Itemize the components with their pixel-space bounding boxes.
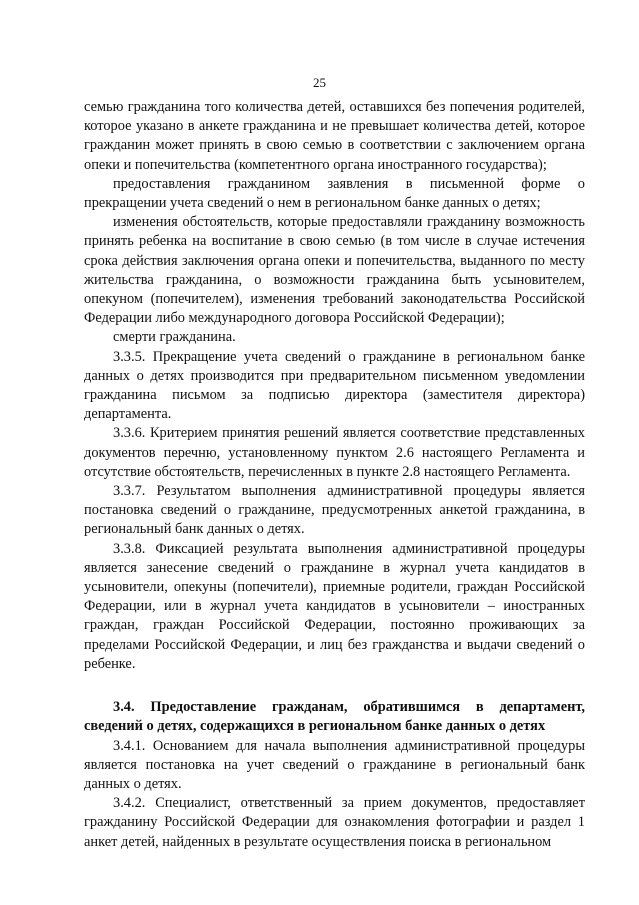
section-heading-3-4: 3.4. Предоставление гражданам, обратившимся в департамент, сведений о детях, содержащихся в региональном банке данных о детях (84, 699, 585, 735)
paragraph-3-3-8: 3.3.8. Фиксацией результата выполнения административной процедуры является занесение сведений о гражданине в журнал учета кандидатов в усыновители, опекуны (попечители), приемные родители, граждан Российской Федерации, или в журнал учета кандидатов в усыновители – иностранных граждан, граждан Российской Федерации, постоянно проживающих за пределами Российской Федерации, и лиц без гражданства и выдачи сведений о ребенке. (84, 540, 585, 672)
paragraph-termination-application: предоставления гражданином заявления в письменной форме о прекращении учета сведений о нем в региональном банке данных о детях; (84, 175, 585, 212)
paragraph-3-3-5: 3.3.5. Прекращение учета сведений о гражданине в региональном банке данных о детях производится при предварительном письменном уведомлении гражданина письмом за подписью директора (заместителя директора) департамента. (84, 348, 585, 423)
paragraph-3-4-1: 3.4.1. Основанием для начала выполнения административной процедуры является постановка на учет сведений о гражданине в региональный банк данных о детях. (84, 737, 585, 792)
paragraph-3-4-2: 3.4.2. Специалист, ответственный за прием документов, предоставляет гражданину Российской Федерации для ознакомления фотографии и раздел 1 анкет детей, найденных в результате осуществления поиска в региональном (84, 795, 585, 850)
paragraph-3-3-7: 3.3.7. Результатом выполнения административной процедуры является постановка сведений о гражданине, предусмотренных анкетой гражданина, в региональный банк данных о детях. (84, 483, 585, 538)
paragraph-3-3-6: 3.3.6. Критерием принятия решений является соответствие представленных документов перечню, установленному пунктом 2.6 настоящего Регламента и отсутствие обстоятельств, перечисленных в пункте 2.8 настоящего Регламента. (84, 425, 585, 480)
paragraph-death: смерти гражданина. (113, 329, 236, 346)
page-number: 25 (313, 75, 326, 90)
paragraph-continuation: семью гражданина того количества детей, оставшихся без попечения родителей, которое указано в анкете гражданина и не превышает количества детей, которое гражданин может принять в свою семью в соответствии с заключением органа опеки и попечительства (компетентного органа иностранного государства); (84, 99, 585, 173)
paragraph-changed-circumstances: изменения обстоятельств, которые предоставляли гражданину возможность принять ребенка на воспитание в свою семью (в том числе в случае истечения срока действия заключения органа опеки и попечительства, выданного по месту жительства гражданина, о возможности гражданина быть усыновителем, опекуном (попечителем), изменения требований законодательства Российской Федерации либо международного договора Российской Федерации); (84, 214, 585, 327)
document-body (84, 98, 585, 852)
